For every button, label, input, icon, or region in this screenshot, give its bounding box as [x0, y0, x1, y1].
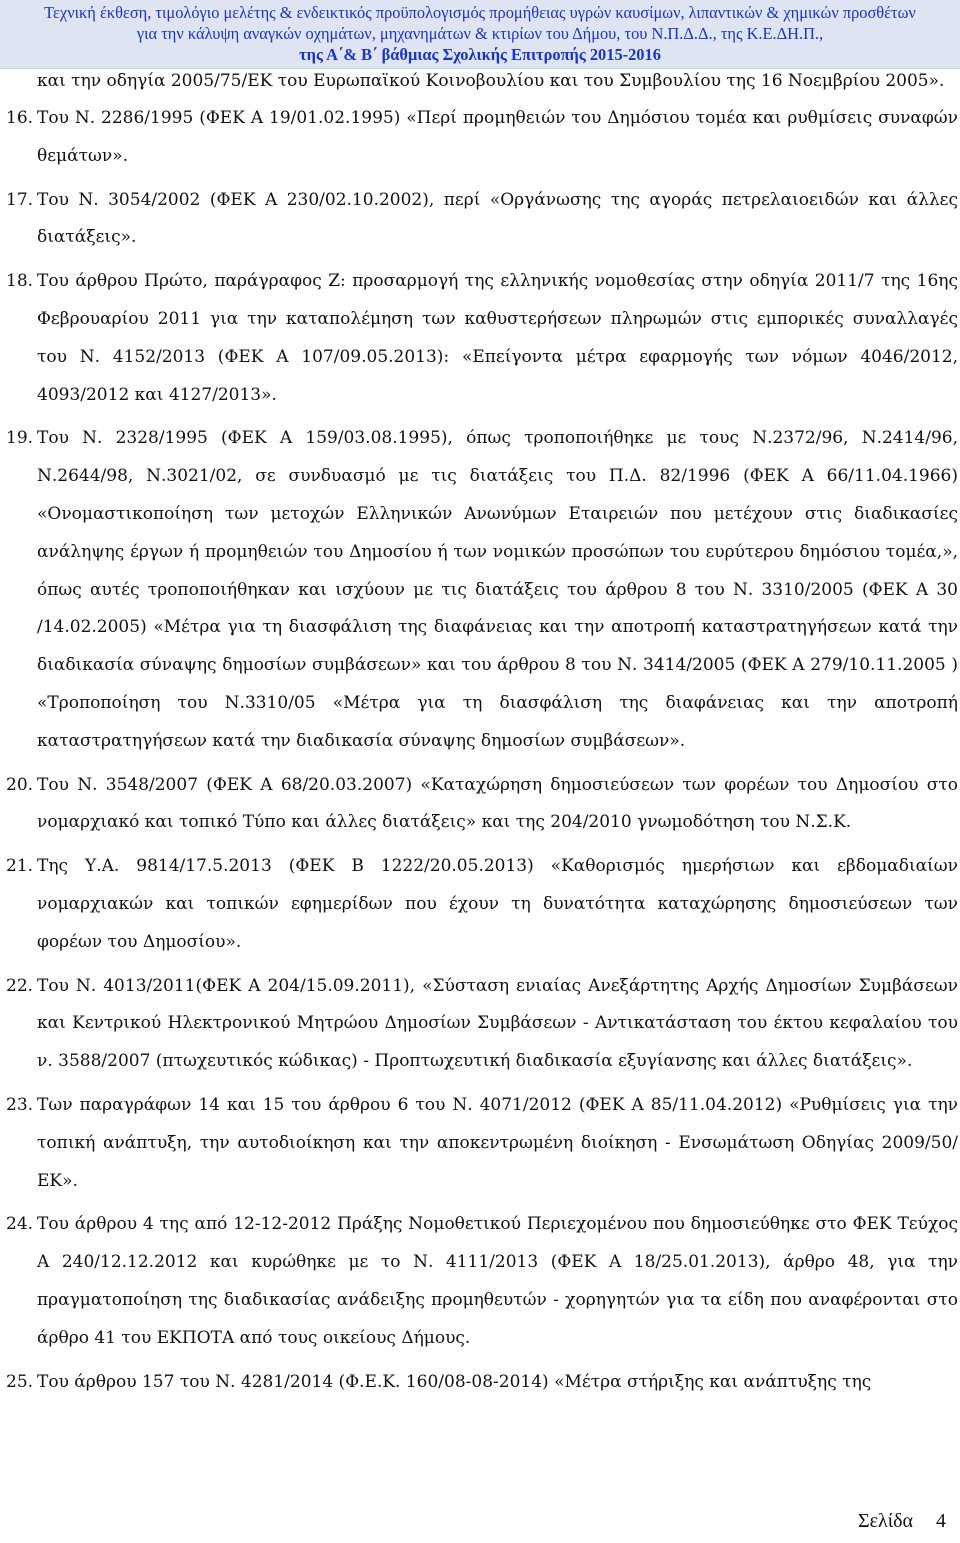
header-line-1: Τεχνική έκθεση, τιμολόγιο μελέτης & ενδεικτικός προϋπολογισμός προμήθειας υγρών καυσίμων, λιπαντικών & χημικών προσθέτων: [44, 3, 916, 22]
header-line-3: της Α΄& Β΄ βάθμιας Σχολικής Επιτροπής 2015-2016: [299, 45, 661, 64]
list-item: [0, 263, 958, 414]
list-item-text: Του Ν. 3054/2002 (ΦΕΚ Α 230/02.10.2002), περί «Οργάνωσης της αγοράς πετρελαιοειδών και άλλες διατάξεις».: [37, 189, 958, 248]
list-item-text: Του Ν. 2286/1995 (ΦΕΚ Α 19/01.02.1995) «Περί προμηθειών του Δημόσιου τομέα και ρυθμίσεις συναφών θεμάτων».: [37, 108, 958, 166]
list-item-number: 17.: [6, 189, 34, 210]
list-item: [0, 100, 958, 176]
list-item: [0, 420, 958, 760]
header-line-2: για την κάλυψη αναγκών οχημάτων, μηχανημάτων & κτιρίων του Δήμου, του Ν.Π.Δ.Δ., της Κ.Ε.ΔΗ.Π.,: [136, 24, 824, 43]
list-item-text: Του Ν. 2328/1995 (ΦΕΚ Α 159/03.08.1995), όπως τροποποιήθηκε με τους Ν.2372/96, Ν.2414/96, Ν.2644/98, Ν.3021/02, σε συνδυασμό με τις διατάξεις του Π.Δ. 82/1996 (ΦΕΚ Α 66/11.04.1966) «Ονομαστικοποίηση των μετοχών Ελληνικών Ανωνύμων Εταιρειών που μετέχουν στις διαδικασίες ανάληψης έργων ή προμηθειών του Δημοσίου ή των νομικών προσώπων του ευρύτερου δημόσιου τομέα,», όπως αυτές τροποποιήθηκαν και ισχύουν με τις διατάξεις του άρθρου 8 του Ν. 3310/2005 (ΦΕΚ Α 30 /14.02.2005) «Μέτρα για τη διασφάλιση της διαφάνειας και την αποτροπή καταστρατηγήσεων κατά την διαδικασία σύναψης δημοσίων συμβάσεων» και του άρθρου 8 του Ν. 3414/2005 (ΦΕΚ Α 279/10.11.2005 ) «Τροποποίηση του Ν.3310/05 «Μέτρα για τη διασφάλιση της διαφάνειας και την αποτροπή καταστρατηγήσεων κατά την διαδικασία σύναψης δημοσίων συμβάσεων».: [37, 428, 958, 751]
document-header: [0, 0, 960, 69]
page-label: Σελίδα: [857, 1510, 913, 1532]
list-item-text: Των παραγράφων 14 και 15 του άρθρου 6 του Ν. 4071/2012 (ΦΕΚ Α 85/11.04.2012) «Ρυθμίσεις για την τοπική ανάπτυξη, την αυτοδιοίκηση και την αποκεντρωμένη διοίκηση - Ενσωμάτωση Οδηγίας 2009/50/ΕΚ».: [37, 1094, 958, 1191]
list-item-number: 18.: [6, 271, 34, 292]
document-body: [0, 62, 960, 1407]
page-number: 4: [936, 1510, 946, 1532]
list-item: [0, 848, 958, 961]
list-item: [0, 1364, 958, 1402]
continuation-paragraph: και την οδηγία 2005/75/ΕΚ του Ευρωπαϊκού Κοινοβουλίου και του Συμβουλίου της 16 Νοεμβρίου 2005».: [37, 71, 945, 91]
list-item-number: 21.: [6, 856, 34, 877]
list-item-number: 23.: [6, 1094, 34, 1115]
list-item-number: 24.: [6, 1214, 34, 1235]
list-item-text: Του Ν. 4013/2011(ΦΕΚ Α 204/15.09.2011), «Σύσταση ενιαίας Ανεξάρτητης Αρχής Δημοσίων Συμβάσεων και Κεντρικού Ηλεκτρονικού Μητρώου Δημοσίων Συμβάσεων - Αντικατάσταση του έκτου κεφαλαίου του ν. 3588/2007 (πτωχευτικός κώδικας) - Προπτωχευτική διαδικασία εξυγίανσης και άλλες διατάξεις».: [37, 975, 958, 1072]
list-item-text: Του άρθρου 4 της από 12-12-2012 Πράξης Νομοθετικού Περιεχομένου που δημοσιεύθηκε στο ΦΕΚ Τεύχος Α 240/12.12.2012 και κυρώθηκε με το Ν. 4111/2013 (ΦΕΚ Α 18/25.01.2013), άρθρο 48, για την πραγματοποίηση της διαδικασίας ανάδειξης προμηθευτών - χορηγητών για τα είδη που αναφέρονται στο άρθρο 41 του ΕΚΠΟΤΑ από τους οικείους Δήμους.: [37, 1214, 958, 1348]
list-item-number: 20.: [6, 774, 34, 795]
list-item-text: Του Ν. 3548/2007 (ΦΕΚ Α 68/20.03.2007) «Καταχώρηση δημοσιεύσεων των φορέων του Δημοσίου στο νομαρχιακό και τοπικό Τύπο και άλλες διατάξεις» και της 204/2010 γνωμοδότηση του Ν.Σ.Κ.: [37, 774, 958, 833]
list-item-number: 22.: [6, 975, 34, 996]
list-item: [0, 1206, 958, 1357]
list-item: [0, 182, 958, 258]
page-footer: [858, 1510, 946, 1533]
list-item-number: 19.: [6, 428, 34, 449]
list-item: [0, 767, 958, 843]
list-item-number: 25.: [6, 1371, 34, 1392]
list-item: [0, 1087, 958, 1200]
list-item-text: Του άρθρου Πρώτο, παράγραφος Ζ: προσαρμογή της ελληνικής νομοθεσίας στην οδηγία 2011/7 της 16ης Φεβρουαρίου 2011 για την καταπολέμηση των καθυστερήσεων πληρωμών στις εμπορικές συναλλαγές του Ν. 4152/2013 (ΦΕΚ Α 107/09.05.2013): «Επείγοντα μέτρα εφαρμογής των νόμων 4046/2012, 4093/2012 και 4127/2013».: [37, 271, 958, 405]
list-item-text: Του άρθρου 157 του Ν. 4281/2014 (Φ.Ε.Κ. 160/08-08-2014) «Μέτρα στήριξης και ανάπτυξης της: [37, 1371, 872, 1392]
list-item-number: 16.: [6, 108, 34, 128]
list-item-text: Της Υ.Α. 9814/17.5.2013 (ΦΕΚ Β 1222/20.05.2013) «Καθορισμός ημερήσιων και εβδομαδιαίων νομαρχιακών και τοπικών εφημερίδων που έχουν τη δυνατότητα καταχώρησης δημοσιεύσεων των φορέων του Δημοσίου».: [37, 856, 958, 952]
list-item: [0, 968, 958, 1081]
